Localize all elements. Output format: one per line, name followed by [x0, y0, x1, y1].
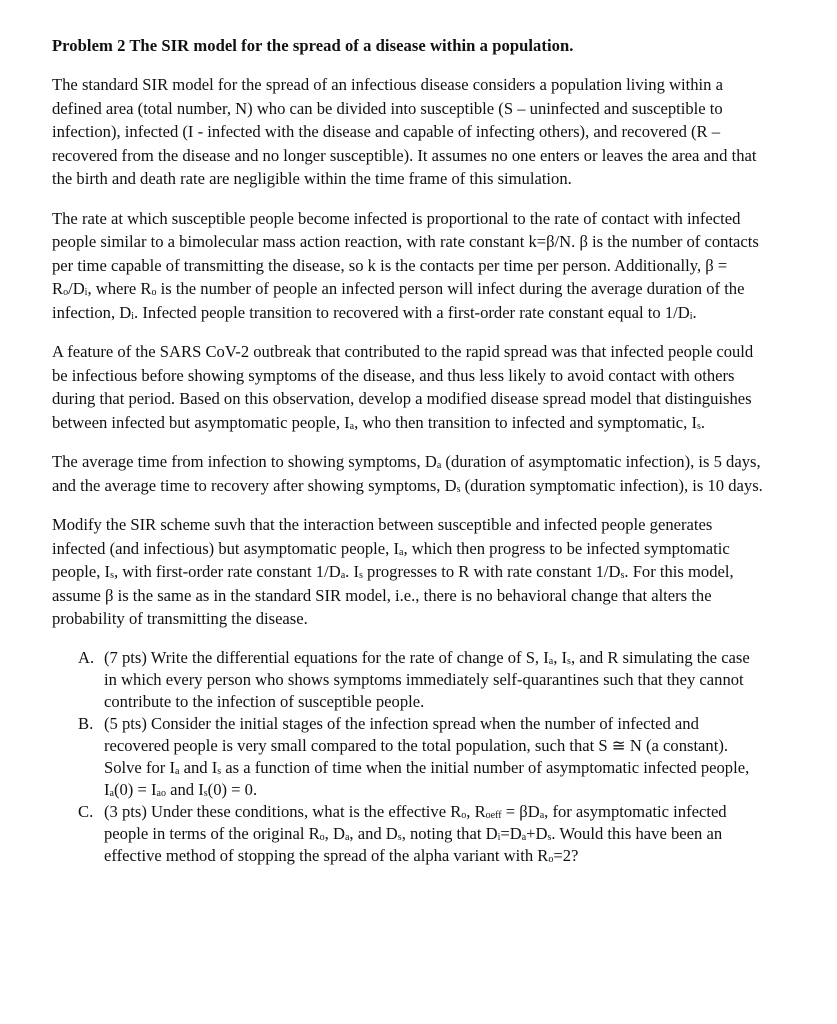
text-run: The average time from infection to showing symptoms, D — [52, 452, 437, 471]
text-run: = βD — [501, 801, 540, 821]
text-run: (5 pts) Consider the initial stages of the infection spread when the number of infected and recovered people is very small compared to the total population, such that S ≅ N (a constant). Solve for I — [104, 713, 729, 777]
subscript: s — [547, 831, 552, 843]
question-parts-list — [78, 647, 766, 867]
text-run: , where R — [87, 279, 152, 298]
subscript: a — [174, 765, 180, 777]
problem-title: Problem 2 The SIR model for the spread of a disease within a population. — [52, 36, 574, 55]
subscript: a — [344, 831, 350, 843]
text-run: , with first-order rate constant 1/D — [113, 562, 341, 581]
text-run: and I — [179, 757, 218, 777]
question-part-c — [78, 801, 766, 867]
text-run: , who then transition to infected and symptomatic, I — [354, 412, 697, 432]
text-run: , for asymptomatic infected people in terms of the original R — [104, 801, 727, 843]
subscript: a — [398, 546, 404, 558]
paragraph-sars-cov2-feature — [52, 340, 764, 434]
subscript: a — [436, 460, 442, 471]
question-part-a — [78, 647, 766, 713]
subscript: o — [461, 809, 467, 821]
subscript: s — [110, 570, 114, 581]
part-text — [104, 647, 766, 713]
subscript: s — [567, 655, 571, 667]
text-run: . I — [345, 562, 359, 581]
text-run: , D — [324, 823, 345, 843]
subscript: o — [151, 287, 157, 298]
part-marker: A. — [78, 647, 95, 667]
subscript: a — [349, 420, 355, 432]
text-run: , R — [466, 801, 486, 821]
text-run: (0) = I — [113, 779, 157, 799]
text-run: =D — [500, 823, 522, 843]
text-run: A feature of the SARS CoV-2 outbreak that contributed to the rapid spread was that infected people could be infectious before showing symptoms of the disease, and thus less likely to avoid contact with others during that period. Based on this observation, develop a modified disease spread model that distinguishes between infected but asymptomatic people, I — [52, 342, 754, 432]
text-run: Modify the SIR scheme suvh that the interaction between susceptible and infected people generates infected (and infectious) but asymptomatic people, I — [52, 515, 713, 558]
subscript: s — [620, 570, 625, 581]
text-run: , I — [553, 647, 568, 667]
problem-document — [52, 34, 792, 867]
subscript: a — [109, 787, 114, 799]
text-run: (duration symptomatic infection), is 10 days. — [460, 475, 763, 495]
paragraph-infection-rate — [52, 207, 764, 325]
subscript: a — [539, 809, 545, 821]
question-part-b — [78, 713, 766, 801]
subscript: o — [63, 287, 69, 298]
part-marker: C. — [78, 801, 94, 821]
text-run: =2? — [553, 845, 579, 865]
subscript: i — [497, 831, 501, 843]
text-run: /D — [68, 279, 85, 298]
text-run: (7 pts) Write the differential equations for the rate of change of S, I — [104, 647, 549, 667]
subscript: s — [397, 831, 402, 843]
text-run: . Infected people transition to recovered with a first-order rate constant equal to 1/D — [134, 302, 690, 322]
paragraph-modify-scheme — [52, 513, 764, 631]
text-run: progresses to R with rate constant 1/D — [362, 562, 621, 581]
subscript: o — [319, 831, 325, 843]
text-run: . — [700, 412, 706, 432]
text-run: , and R simulating the case in which every person who shows symptoms immediately self-quarantines such that they cannot contribute to the infection of susceptible people. — [104, 647, 750, 711]
subscript: o — [548, 853, 554, 865]
text-run: is the number of people an infected person will infect during the average duration of the infection, D — [52, 279, 745, 322]
subscript: oeff — [485, 809, 502, 821]
text-run: as a function of time when the initial number of asymptomatic infected people, I — [104, 757, 750, 799]
part-marker: B. — [78, 713, 94, 733]
paragraph-sir-intro: The standard SIR model for the spread of an infectious disease considers a population living within a defined area (total number, N) who can be divided into susceptible (S – uninfected and susceptible to infection), infected (I - infected with the disease and capable of infecting others), and recovered (R – recovered from the disease and no longer susceptible). It assumes no one enters or leaves the area and that the birth and death rate are negligible within the time frame of this simulation. — [52, 75, 757, 188]
part-text — [104, 801, 766, 867]
text-run: . — [692, 302, 697, 322]
subscript: a — [340, 570, 346, 581]
subscript: s — [217, 765, 222, 777]
text-run: +D — [526, 823, 548, 843]
text-run: (0) = 0. — [207, 779, 258, 799]
subscript: a — [521, 831, 527, 843]
text-run: , and D — [349, 823, 398, 843]
subscript: i — [84, 287, 88, 298]
subscript: ao — [156, 787, 166, 799]
subscript: s — [456, 483, 461, 495]
text-run: , which then progress to be infected symptomatic people, I — [52, 538, 730, 581]
text-run: (duration of asymptomatic infection), is 5 days, and the average time to recovery after showing symptoms, D — [52, 452, 761, 495]
subscript: a — [548, 655, 554, 667]
text-run: . For this model, assume β is the same as in the standard SIR model, i.e., there is no behavioral change that alters the probability of transmitting the disease. — [52, 562, 734, 628]
paragraph-durations — [52, 450, 764, 497]
text-run: , noting that D — [401, 823, 498, 843]
text-run: The rate at which susceptible people become infected is proportional to the rate of contact with infected people similar to a bimolecular mass action reaction, with rate constant k=β/N. β is the number of contacts per time capable of transmitting the disease, so k is the contacts per time per person. Additionally, β = R — [52, 208, 759, 298]
subscript: i — [131, 310, 135, 322]
subscript: s — [203, 787, 208, 799]
text-run: . Would this have been an effective method of stopping the spread of the alpha variant with R — [104, 823, 723, 865]
part-text — [104, 713, 766, 801]
text-run: (3 pts) Under these conditions, what is the effective R — [104, 801, 462, 821]
subscript: i — [689, 310, 693, 322]
subscript: s — [358, 570, 363, 581]
subscript: s — [697, 420, 701, 432]
text-run: and I — [165, 779, 204, 799]
